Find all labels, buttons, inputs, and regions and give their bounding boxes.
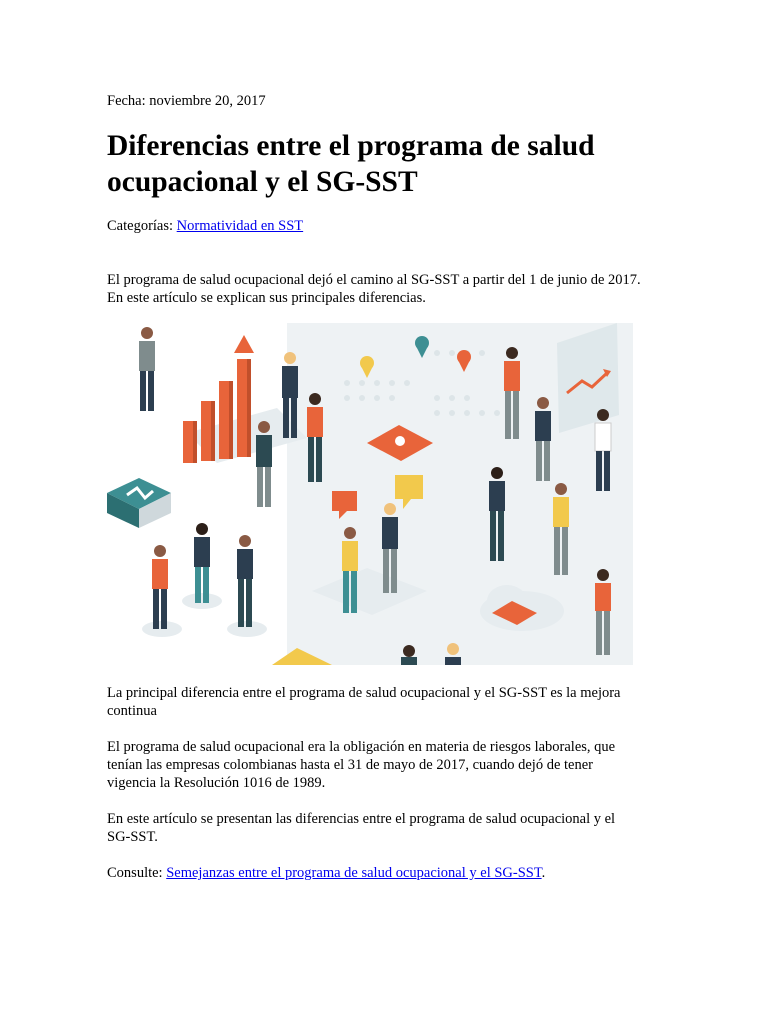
- paragraph-2-line-2: tenían las empresas colombianas hasta el 31 de mayo de 2017, cuando dejó de tener: [107, 757, 593, 773]
- categories-label: Categorías:: [107, 218, 174, 234]
- paragraph-1-line-2: continua: [107, 703, 157, 719]
- paragraph-2-line-3: vigencia la Resolución 1016 de 1989.: [107, 775, 326, 791]
- intro-line-1: El programa de salud ocupacional dejó el camino al SG-SST a partir del 1 de junio de 2017.: [107, 272, 641, 288]
- paragraph-1-line-1: La principal diferencia entre el programa de salud ocupacional y el SG-SST es la mejora: [107, 685, 621, 701]
- paragraph-2: [107, 738, 667, 792]
- paragraph-1: [107, 684, 667, 720]
- paragraph-3: [107, 810, 667, 846]
- categories: [107, 217, 303, 235]
- intro-line-2: En este artículo se explican sus principales diferencias.: [107, 290, 426, 306]
- paragraph-3-line-1: En este artículo se presentan las diferencias entre el programa de salud ocupacional y el: [107, 811, 616, 827]
- consult-label: Consulte:: [107, 865, 163, 881]
- article-title: [107, 128, 667, 200]
- paragraph-2-line-1: El programa de salud ocupacional era la obligación en materia de riesgos laborales, que: [107, 739, 616, 755]
- logo-cube: [107, 478, 171, 528]
- article-date: Fecha: noviembre 20, 2017: [107, 93, 266, 109]
- title-line-1: Diferencias entre el programa de salud: [107, 130, 595, 162]
- paragraph-3-line-2: SG-SST.: [107, 829, 158, 845]
- consult-link[interactable]: Semejanzas entre el programa de salud ocupacional y el SG-SST: [166, 865, 542, 881]
- category-link[interactable]: Normatividad en SST: [176, 218, 304, 234]
- consult-paragraph: [107, 864, 667, 882]
- consult-period: .: [541, 865, 546, 881]
- title-line-2: ocupacional y el SG-SST: [107, 166, 418, 198]
- intro-paragraph: [107, 271, 667, 307]
- article-illustration: [107, 323, 633, 665]
